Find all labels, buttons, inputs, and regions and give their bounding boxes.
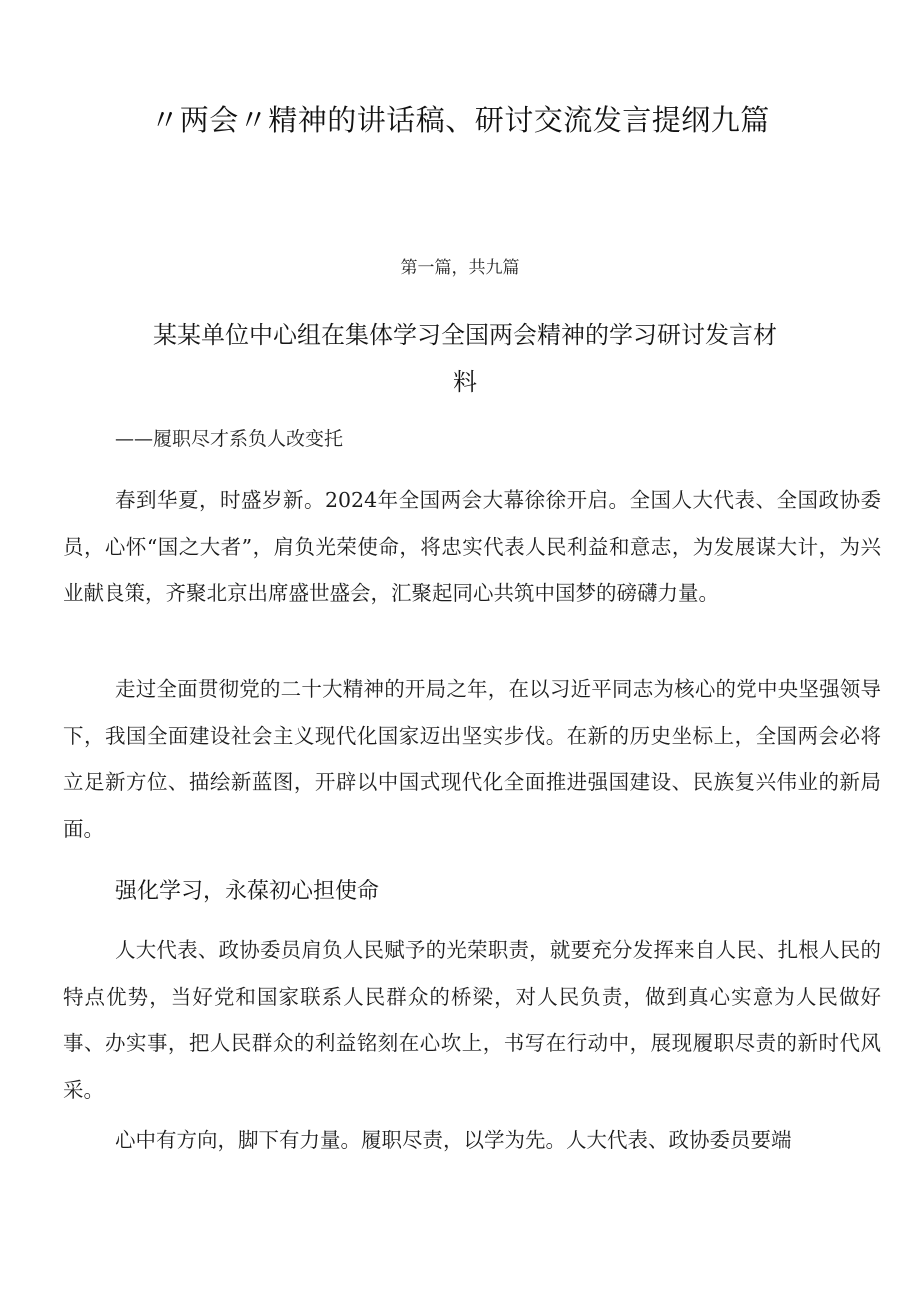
document-title: 〃两会〃精神的讲话稿、研讨交流发言提纲九篇 [150, 103, 770, 137]
section-heading: 强化学习，永葆初心担使命 [115, 879, 380, 904]
body-paragraph: 春到华夏，时盛岁新。2024年全国两会大幕徐徐开启。全国人大代表、全国政协委员，心怀“国之大者”，肩负光荣使命，将忠实代表人民利益和意志，为发展谋大计，为兴业献良策，齐聚北京出席盛世盛会，汇聚起同心共筑中国梦的磅礴力量。 [63, 488, 881, 605]
article-title: 某某单位中心组在集体学习全国两会精神的学习研讨发言材料 [153, 321, 777, 396]
body-paragraph: 走过全面贯彻党的二十大精神的开局之年，在以习近平同志为核心的党中央坚强领导下，我国全面建设社会主义现代化国家迈出坚实步伐。在新的历史坐标上，全国两会必将立足新方位、描绘新蓝图，开辟以中国式现代化全面推进强国建设、民族复兴伟业的新局面。 [63, 677, 881, 841]
part-label: 第一篇，共九篇 [400, 258, 520, 278]
body-paragraph: 心中有方向，脚下有力量。履职尽责，以学为先。人大代表、政协委员要端 [115, 1128, 792, 1152]
body-paragraph: 人大代表、政协委员肩负人民赋予的光荣职责，就要充分发挥来自人民、扎根人民的特点优势，当好党和国家联系人民群众的桥梁，对人民负责，做到真心实意为人民做好事、办实事，把人民群众的利益铭刻在心坎上，书写在行动中，展现履职尽责的新时代风采。 [63, 938, 881, 1102]
byline: ——履职尽才系负人改变托 [115, 428, 344, 450]
